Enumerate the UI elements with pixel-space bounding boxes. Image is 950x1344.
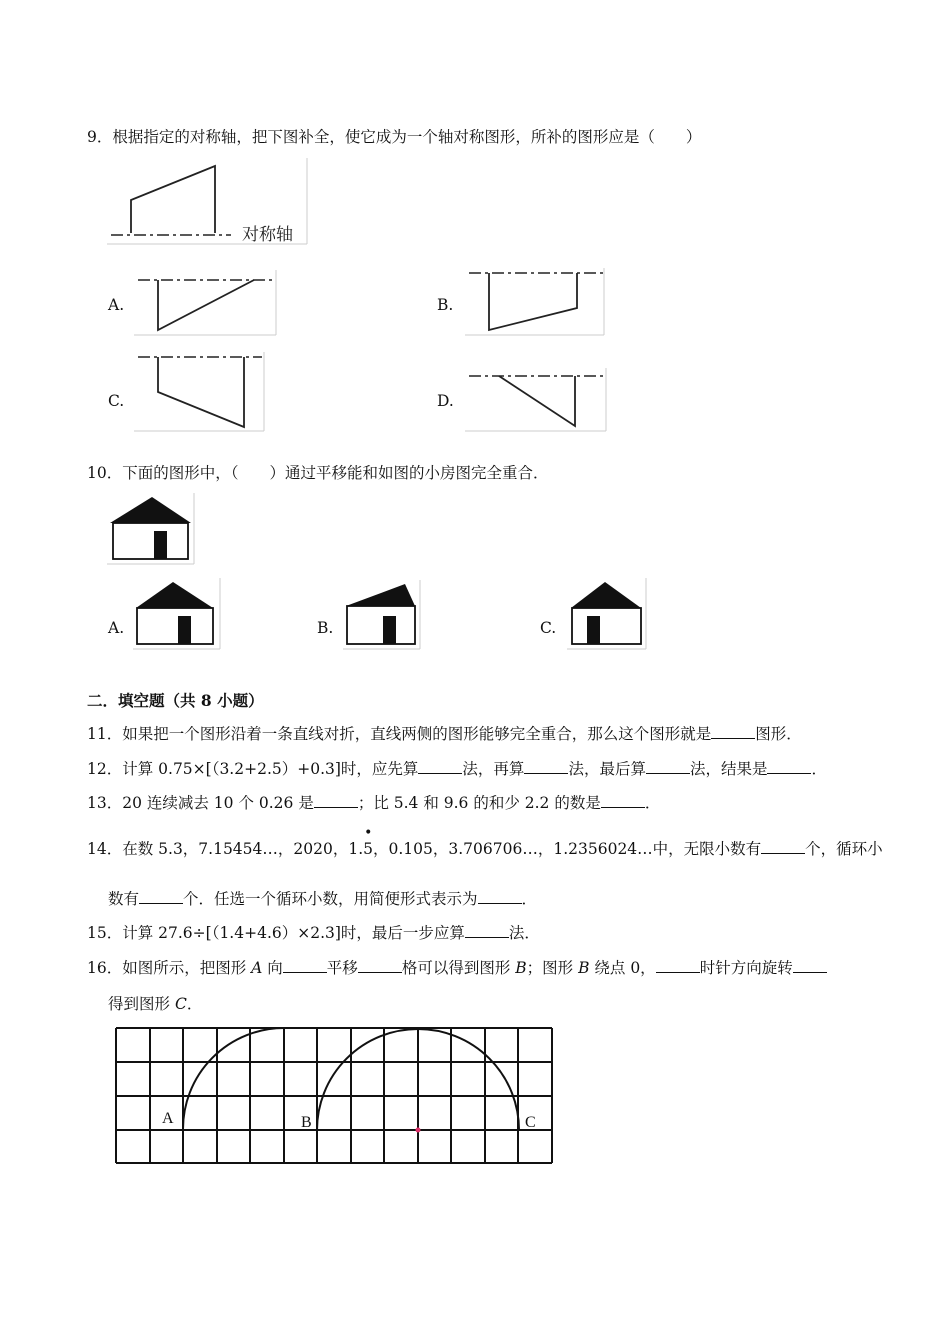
axis-label: 对称轴 xyxy=(242,225,293,245)
q16-text-4: 格可以得到图形 xyxy=(401,959,516,977)
question-12 xyxy=(87,758,827,780)
q16-shape-c: C xyxy=(174,995,187,1013)
q14-text-6: ． xyxy=(521,890,538,908)
q13-text-3: ． xyxy=(644,794,661,812)
q16-text-9: ． xyxy=(186,995,203,1013)
q14-text-1: 14．在数 5.3，7.15454…，2020，1. xyxy=(87,840,364,858)
q9-option-d-label[interactable]: D. xyxy=(437,392,454,410)
q12-text-4: 法，结果是 xyxy=(689,760,768,778)
question-13 xyxy=(87,792,660,814)
q16-text-7: 时针方向旋转 xyxy=(699,959,793,977)
q15-blank[interactable] xyxy=(465,923,509,938)
q13-blank-1[interactable] xyxy=(314,793,358,808)
question-14-line-1 xyxy=(87,825,883,860)
q9-figure xyxy=(107,158,309,246)
q11-pre: 11．如果把一个图形沿着一条直线对折，直线两侧的图形能够完全重合，那么这个图形就是 xyxy=(87,725,712,743)
question-11 xyxy=(87,723,802,745)
center-point xyxy=(416,1128,421,1133)
q10-option-a-house[interactable] xyxy=(133,578,221,650)
q15-text-1: 15．计算 27.6÷[（1.4+4.6）×2.3]时，最后一步应算 xyxy=(87,924,465,942)
q15-text-2: 法． xyxy=(508,924,540,942)
question-10-text: 10．下面的图形中，（ ）通过平移能和如图的小房图完全重合． xyxy=(87,464,549,482)
grid-label-b: B xyxy=(301,1114,312,1131)
q16-text-3: 平移 xyxy=(326,959,358,977)
q16-blank-2[interactable] xyxy=(358,958,402,973)
repeating-digit xyxy=(363,825,374,860)
repeating-dot: • xyxy=(364,825,373,841)
q12-text-5: ． xyxy=(811,760,827,778)
q13-text-1: 13．20 连续减去 10 个 0.26 是 xyxy=(87,794,314,812)
q14-blank-2[interactable] xyxy=(139,889,183,904)
q9-option-b-label[interactable]: B. xyxy=(437,296,454,314)
question-16-line-2 xyxy=(108,993,202,1015)
q12-blank-2[interactable] xyxy=(524,759,568,774)
q12-blank-1[interactable] xyxy=(418,759,462,774)
q10-option-c-house[interactable] xyxy=(567,578,647,650)
q16-shape-b-2: B xyxy=(578,959,590,977)
q16-text-1: 16．如图所示，把图形 xyxy=(87,959,252,977)
q16-text-6: 绕点 0， xyxy=(589,959,656,977)
q12-blank-4[interactable] xyxy=(767,759,811,774)
q14-text-3: 个，循环小 xyxy=(805,840,883,858)
q11-blank[interactable] xyxy=(711,724,755,739)
q12-blank-3[interactable] xyxy=(646,759,690,774)
question-9-text: 9．根据指定的对称轴，把下图补全，使它成为一个轴对称图形，所补的图形应是（ ） xyxy=(87,128,702,146)
q16-grid-figure xyxy=(115,1027,555,1165)
q16-shape-b: B xyxy=(515,959,527,977)
q14-text-5: 个．任选一个循环小数，用简便形式表示为 xyxy=(183,890,478,908)
q12-text-3: 法，最后算 xyxy=(568,760,646,778)
q14-text-2: ，0.105，3.706706…，1.2356024…中，无限小数有 xyxy=(373,840,762,858)
q13-text-2: ；比 5.4 和 9.6 的和少 2.2 的数是 xyxy=(357,794,601,812)
q10-option-b-label[interactable]: B. xyxy=(317,619,334,637)
grid-lines xyxy=(116,1028,552,1163)
q16-blank-4[interactable] xyxy=(793,958,827,973)
q9-option-b-figure[interactable] xyxy=(465,268,605,336)
question-14-line-2 xyxy=(108,888,537,910)
q13-blank-2[interactable] xyxy=(601,793,645,808)
q10-option-c-label[interactable]: C. xyxy=(540,619,557,637)
q16-text-5: ；图形 xyxy=(526,959,579,977)
q12-text-1: 12．计算 0.75×[（3.2+2.5）+0.3]时，应先算 xyxy=(87,760,419,778)
q10-option-a-label[interactable]: A. xyxy=(108,619,125,637)
q12-text-2: 法，再算 xyxy=(462,760,525,778)
q9-option-c-label[interactable]: C. xyxy=(108,392,125,410)
question-15 xyxy=(87,922,540,944)
q16-blank-1[interactable] xyxy=(283,958,327,973)
q9-option-a-label[interactable]: A. xyxy=(108,296,125,314)
q14-text-4: 数有 xyxy=(108,890,140,908)
q16-text-8: 得到图形 xyxy=(108,995,175,1013)
q9-option-d-figure[interactable] xyxy=(465,368,607,432)
q16-blank-3[interactable] xyxy=(656,958,700,973)
q16-shape-a: A xyxy=(251,959,263,977)
q9-option-a-figure[interactable] xyxy=(134,270,277,336)
grid-label-a: A xyxy=(162,1110,174,1127)
q14-blank-3[interactable] xyxy=(478,889,522,904)
section-2-title: 二．填空题（共 8 小题） xyxy=(87,691,264,710)
q9-option-c-figure[interactable] xyxy=(134,352,265,432)
grid-label-c: C xyxy=(525,1114,536,1131)
q10-house-reference xyxy=(107,493,195,565)
q14-blank-1[interactable] xyxy=(761,839,805,854)
question-16-line-1 xyxy=(87,957,827,979)
q11-post: 图形． xyxy=(755,725,802,743)
q10-option-b-house[interactable] xyxy=(343,580,421,650)
q16-text-2: 向 xyxy=(262,959,283,977)
repeating-digit-value: 5 xyxy=(363,840,374,858)
